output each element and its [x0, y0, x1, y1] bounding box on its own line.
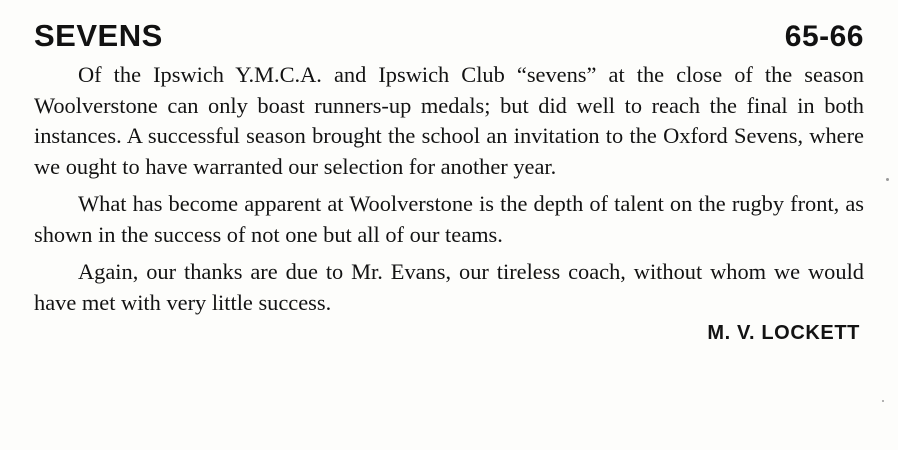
page-number: 65-66: [784, 20, 864, 53]
page-title: SEVENS: [34, 18, 163, 53]
paragraph: Again, our thanks are due to Mr. Evans, our tireless coach, without whom we would have met with very little success.: [34, 259, 864, 315]
page-header: [34, 18, 864, 54]
scan-speck-icon: [882, 400, 884, 402]
scan-speck-icon: [886, 178, 889, 181]
author-signature: M. V. LOCKETT: [707, 322, 860, 344]
article-body: [34, 60, 864, 345]
paragraph: What has become apparent at Woolverstone is the depth of talent on the rugby front, as shown in the success of not one but all of our teams.: [34, 191, 864, 247]
paragraph: Of the Ipswich Y.M.C.A. and Ipswich Club “sevens” at the close of the season Woolverstone can only boast runners-up medals; but did well to reach the final in both instances. A successful season brought the school an invitation to the Oxford Sevens, where we ought to have warranted our selection for another year.: [34, 62, 864, 179]
